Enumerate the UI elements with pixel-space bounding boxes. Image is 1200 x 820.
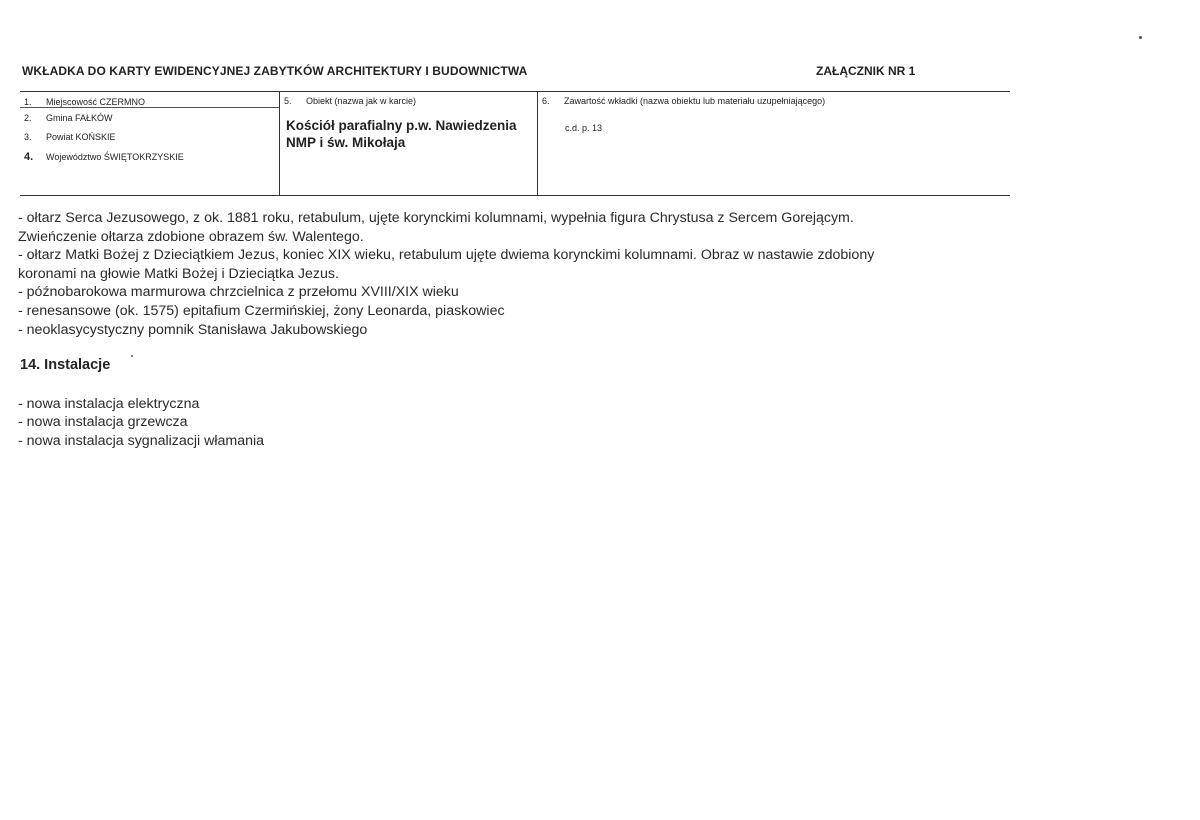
text-line: - neoklasycystyczny pomnik Stanisława Jakubowskiego bbox=[18, 321, 368, 338]
object-name: Kościół parafialny p.w. Nawiedzenia NMP i św. Mikołaja bbox=[286, 118, 517, 150]
scan-speck bbox=[131, 355, 133, 357]
field-value: CZERMNO bbox=[99, 97, 146, 107]
field-label: Gmina bbox=[46, 113, 73, 123]
list-item: - nowa instalacja grzewcza bbox=[18, 414, 188, 431]
field-commune: 2. Gmina FAŁKÓW bbox=[24, 113, 113, 123]
contents-label: 6. Zawartość wkładki (nazwa obiektu lub materiału uzupełniającego) bbox=[542, 96, 826, 106]
installations-list bbox=[18, 395, 264, 450]
text-line: Zwieńczenie ołtarza zdobione obrazem św. Walentego. bbox=[18, 228, 364, 245]
field-label: Województwo bbox=[46, 152, 102, 162]
object-label: 5. Obiekt (nazwa jak w karcie) bbox=[284, 96, 417, 106]
object-column bbox=[279, 92, 538, 195]
field-label: Miejscowość bbox=[46, 97, 98, 107]
scan-speck bbox=[1139, 36, 1142, 39]
annex-label: ZAŁĄCZNIK NR 1 bbox=[816, 64, 916, 78]
field-locality: 1. Miejscowość CZERMNO bbox=[24, 97, 146, 107]
contents-column bbox=[537, 92, 1011, 195]
list-item: - nowa instalacja elektryczna bbox=[18, 396, 200, 412]
field-value: ŚWIĘTOKRZYSKIE bbox=[103, 152, 184, 162]
document-title: WKŁADKA DO KARTY EWIDENCYJNEJ ZABYTKÓW ARCHITEKTURY I BUDOWNICTWA bbox=[22, 64, 528, 78]
field-county: 3. Powiat KOŃSKIE bbox=[24, 132, 116, 142]
form-table bbox=[20, 91, 1010, 196]
location-column bbox=[20, 92, 279, 195]
field-value: KOŃSKIE bbox=[75, 132, 116, 142]
text-line: koronami na głowie Matki Bożej i Dzieciątka Jezus. bbox=[18, 265, 339, 282]
text-line: - ołtarz Matki Bożej z Dzieciątkiem Jezus, koniec XIX wieku, retabulum ujęte dwiema korynckimi kolumnami. Obraz w nastawie zdobiony bbox=[18, 247, 875, 264]
contents-value: c.d. p. 13 bbox=[565, 123, 603, 133]
divider bbox=[20, 107, 279, 108]
list-item: - nowa instalacja sygnalizacji włamania bbox=[18, 432, 265, 449]
text-line: - renesansowe (ok. 1575) epitafium Czermińskiej, żony Leonarda, piaskowiec bbox=[18, 302, 505, 319]
field-value: FAŁKÓW bbox=[75, 113, 113, 123]
description-text bbox=[18, 209, 998, 339]
text-line: - ołtarz Serca Jezusowego, z ok. 1881 roku, retabulum, ujęte korynckimi kolumnami, wypełnia figura Chrystusa z Sercem Gorejącym. bbox=[18, 210, 854, 226]
text-line: - późnobarokowa marmurowa chrzcielnica z przełomu XVIII/XIX wieku bbox=[18, 284, 459, 301]
field-voivodeship: 4. Województwo ŚWIĘTOKRZYSKIE bbox=[24, 151, 184, 163]
field-label: Powiat bbox=[46, 132, 74, 142]
section-title: 14. Instalacje bbox=[20, 357, 111, 373]
